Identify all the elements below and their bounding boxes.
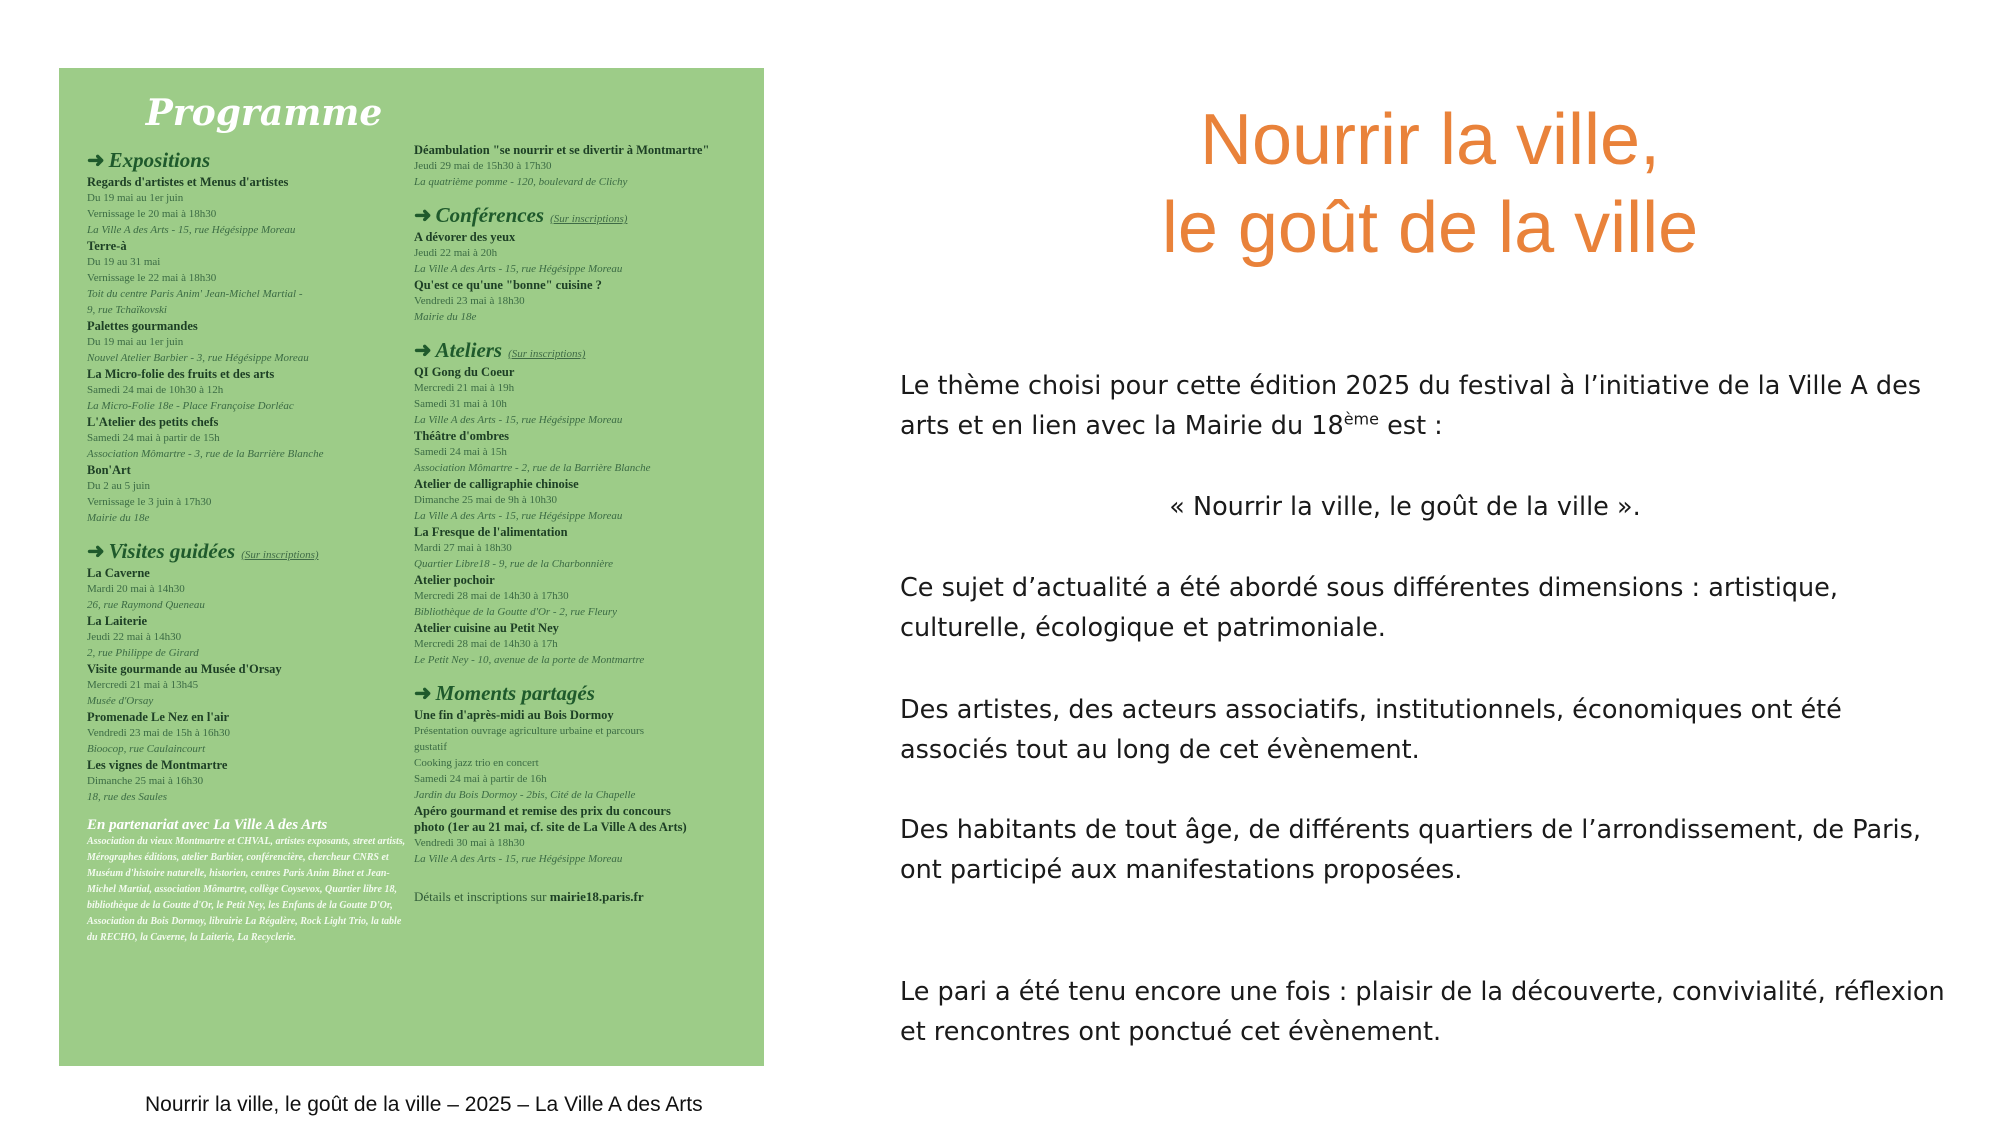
event-detail: Vernissage le 3 juin à 17h30 [87,496,212,508]
event-detail: Dimanche 25 mai de 9h à 10h30 [414,494,557,506]
partner-list: Association du vieux Montmartre et CHVAL, artistes exposants, street artists, Mérographes éditions, atelier Barbier, conférencière, chercheur CNRS et Muséum d'histoire naturelle, historien, centres Paris Anim Binet et Jean-Michel Martial, association Mômartre, collège Coysevox, Quartier libre 18, bibliothèque de la Goutte d'Or, le Petit Ney, les Enfants de la Goutte D'Or, Association du Bois Dormoy, librairie La Régalère, Rock Light Trio, la table du RECHO, la Caverne, la Laiterie, La Recyclerie. [87,836,406,943]
paragraph-dimensions: Ce sujet d’actualité a été abordé sous différentes dimensions : artistique, culturelle, écologique et patrimoniale. [900,573,1838,643]
event-name: La Fresque de l'alimentation [414,525,568,539]
intro-paragraph [900,366,1950,446]
event-detail: Vendredi 30 mai à 18h30 [414,837,525,849]
event-detail: Mairie du 18e [414,311,477,323]
event-name: Déambulation "se nourrir et se divertir à Montmartre" [414,143,710,157]
event-name: Atelier de calligraphie chinoise [414,477,579,491]
event-name: Atelier cuisine au Petit Ney [414,621,559,635]
event-detail: Vernissage le 22 mai à 18h30 [87,272,217,284]
event-detail: Mairie du 18e [87,512,150,524]
event-detail: Cooking jazz trio en concert [414,757,539,769]
intro-text-end: est : [1378,411,1443,441]
event-name: Qu'est ce qu'une "bonne" cuisine ? [414,278,602,292]
event-detail: 18, rue des Saules [87,791,168,803]
event-detail: Jeudi 22 mai à 14h30 [87,631,182,643]
section-heading [414,338,749,363]
event-detail: Vendredi 23 mai à 18h30 [414,295,525,307]
paragraph-conclusion: Le pari a été tenu encore une fois : plaisir de la découverte, convivialité, réflexion et rencontres ont ponctué cet évènement. [900,977,1945,1047]
section-heading [414,203,749,228]
theme-quote: « Nourrir la ville, le goût de la ville ». [1169,492,1641,522]
event-detail: Association Mômartre - 3, rue de la Barrière Blanche [87,448,324,460]
partner-heading: En partenariat avec La Ville A des Arts [87,817,328,833]
arrow-icon: ➜ [87,148,105,172]
event-name: Regards d'artistes et Menus d'artistes [87,175,289,189]
event-detail: Du 2 au 5 juin [87,480,150,492]
event-detail: Du 19 au 31 mai [87,256,161,268]
poster-left-column [87,146,407,946]
image-caption: Nourrir la ville, le goût de la ville – 2025 – La Ville A des Arts [145,1093,703,1116]
paragraph-participants: Des artistes, des acteurs associatifs, institutionnels, économiques ont été associés tout au long de cet évènement. [900,695,1842,765]
event-detail: Samedi 24 mai de 10h30 à 12h [87,384,224,396]
section-heading [87,539,407,564]
event-detail: Toit du centre Paris Anim' Jean-Michel Martial - [87,288,303,300]
title-line-1: Nourrir la ville, [1199,100,1661,180]
event-detail: Mercredi 21 mai à 19h [414,382,515,394]
event-detail: La quatrième pomme - 120, boulevard de Clichy [414,176,628,188]
event-detail: 26, rue Raymond Queneau [87,599,205,611]
event-detail: La Ville A des Arts - 15, rue Hégésippe Moreau [87,224,296,236]
event-detail: gustatif [414,741,447,753]
event-name: Atelier pochoir [414,573,495,587]
arrow-icon: ➜ [87,539,105,563]
event-detail: Samedi 24 mai à 15h [414,446,507,458]
event-detail: Mardi 20 mai à 14h30 [87,583,185,595]
event-detail: Mercredi 28 mai de 14h30 à 17h [414,638,558,650]
arrow-icon: ➜ [414,681,432,705]
event-detail: 9, rue Tchaïkovski [87,304,167,316]
section-title: Expositions [108,148,211,172]
event-detail: Dimanche 25 mai à 16h30 [87,775,204,787]
registration-note: (Sur inscriptions) [550,213,628,225]
event-detail: Du 19 mai au 1er juin [87,336,184,348]
section-title: Moments partagés [435,681,595,705]
event-detail: La Ville A des Arts - 15, rue Hégésippe Moreau [414,414,623,426]
event-name: Terre-à [87,239,127,253]
event-detail: Musée d'Orsay [87,695,154,707]
event-detail: Vernissage le 20 mai à 18h30 [87,208,217,220]
event-detail: Le Petit Ney - 10, avenue de la porte de Montmartre [414,654,645,666]
arrow-icon: ➜ [414,203,432,227]
event-detail: Jeudi 29 mai de 15h30 à 17h30 [414,160,552,172]
section-title: Ateliers [435,338,503,362]
event-detail: Mercredi 21 mai à 13h45 [87,679,199,691]
event-name: Visite gourmande au Musée d'Orsay [87,662,282,676]
event-detail: Jardin du Bois Dormoy - 2bis, Cité de la Chapelle [414,789,636,801]
section-heading [414,681,749,706]
ordinal-suffix: ème [1343,409,1379,429]
spacer [87,526,407,537]
event-detail: La Ville A des Arts - 15, rue Hégésippe Moreau [414,510,623,522]
details-prefix: Détails et inscriptions sur [414,889,550,904]
event-name: Promenade Le Nez en l'air [87,710,230,724]
registration-note: (Sur inscriptions) [241,549,319,561]
slide-title [1130,96,1730,272]
event-name: Théâtre d'ombres [414,429,510,443]
event-detail: La Ville A des Arts - 15, rue Hégésippe Moreau [414,263,623,275]
event-detail: Jeudi 22 mai à 20h [414,247,498,259]
event-name: Palettes gourmandes [87,319,198,333]
event-name: La Laiterie [87,614,148,628]
event-name: QI Gong du Coeur [414,365,515,379]
poster-right-column [414,142,749,905]
title-line-2: le goût de la ville [1161,188,1699,268]
event-name: Une fin d'après-midi au Bois Dormoy [414,708,614,722]
arrow-icon: ➜ [414,338,432,362]
event-detail: Quartier Libre18 - 9, rue de la Charbonnière [414,558,614,570]
website-link[interactable]: mairie18.paris.fr [549,889,644,904]
event-name: Bon'Art [87,463,131,477]
event-name: La Caverne [87,566,150,580]
intro-text: Le thème choisi pour cette édition 2025 du festival à l’initiative de la Ville A des arts et en lien avec la Mairie du 18 [900,371,1922,441]
event-detail: Mercredi 28 mai de 14h30 à 17h30 [414,590,569,602]
spacer [414,325,749,336]
event-detail: Du 19 mai au 1er juin [87,192,184,204]
programme-poster [59,68,764,1066]
section-title: Visites guidées [108,539,236,563]
event-name: La Micro-folie des fruits et des arts [87,367,275,381]
event-name: L'Atelier des petits chefs [87,415,219,429]
event-name: photo (1er au 21 mai, cf. site de La Ville A des Arts) [414,820,687,834]
event-name: Apéro gourmand et remise des prix du concours [414,804,671,818]
details-line [414,889,749,905]
event-name: A dévorer des yeux [414,230,516,244]
spacer [414,668,749,679]
section-title: Conférences [435,203,545,227]
paragraph-inhabitants: Des habitants de tout âge, de différents quartiers de l’arrondissement, de Paris, ont participé aux manifestations proposées. [900,815,1922,885]
section-heading [87,148,407,173]
event-detail: Samedi 24 mai à partir de 16h [414,773,547,785]
event-detail: Bioocop, rue Caulaincourt [87,743,206,755]
event-detail: Samedi 31 mai à 10h [414,398,507,410]
event-detail: Association Mômartre - 2, rue de la Barrière Blanche [414,462,651,474]
event-detail: La Ville A des Arts - 15, rue Hégésippe Moreau [414,853,623,865]
poster-title: Programme [145,92,383,134]
event-detail: Bibliothèque de la Goutte d'Or - 2, rue Fleury [414,606,618,618]
spacer [414,190,749,201]
event-detail: 2, rue Philippe de Girard [87,647,199,659]
event-detail: Nouvel Atelier Barbier - 3, rue Hégésippe Moreau [87,352,309,364]
event-detail: Présentation ouvrage agriculture urbaine et parcours [414,725,644,737]
event-detail: Vendredi 23 mai de 15h à 16h30 [87,727,230,739]
event-detail: La Micro-Folie 18e - Place Françoise Dorléac [87,400,294,412]
event-detail: Samedi 24 mai à partir de 15h [87,432,220,444]
event-detail: Mardi 27 mai à 18h30 [414,542,512,554]
registration-note: (Sur inscriptions) [508,348,586,360]
event-name: Les vignes de Montmartre [87,758,228,772]
